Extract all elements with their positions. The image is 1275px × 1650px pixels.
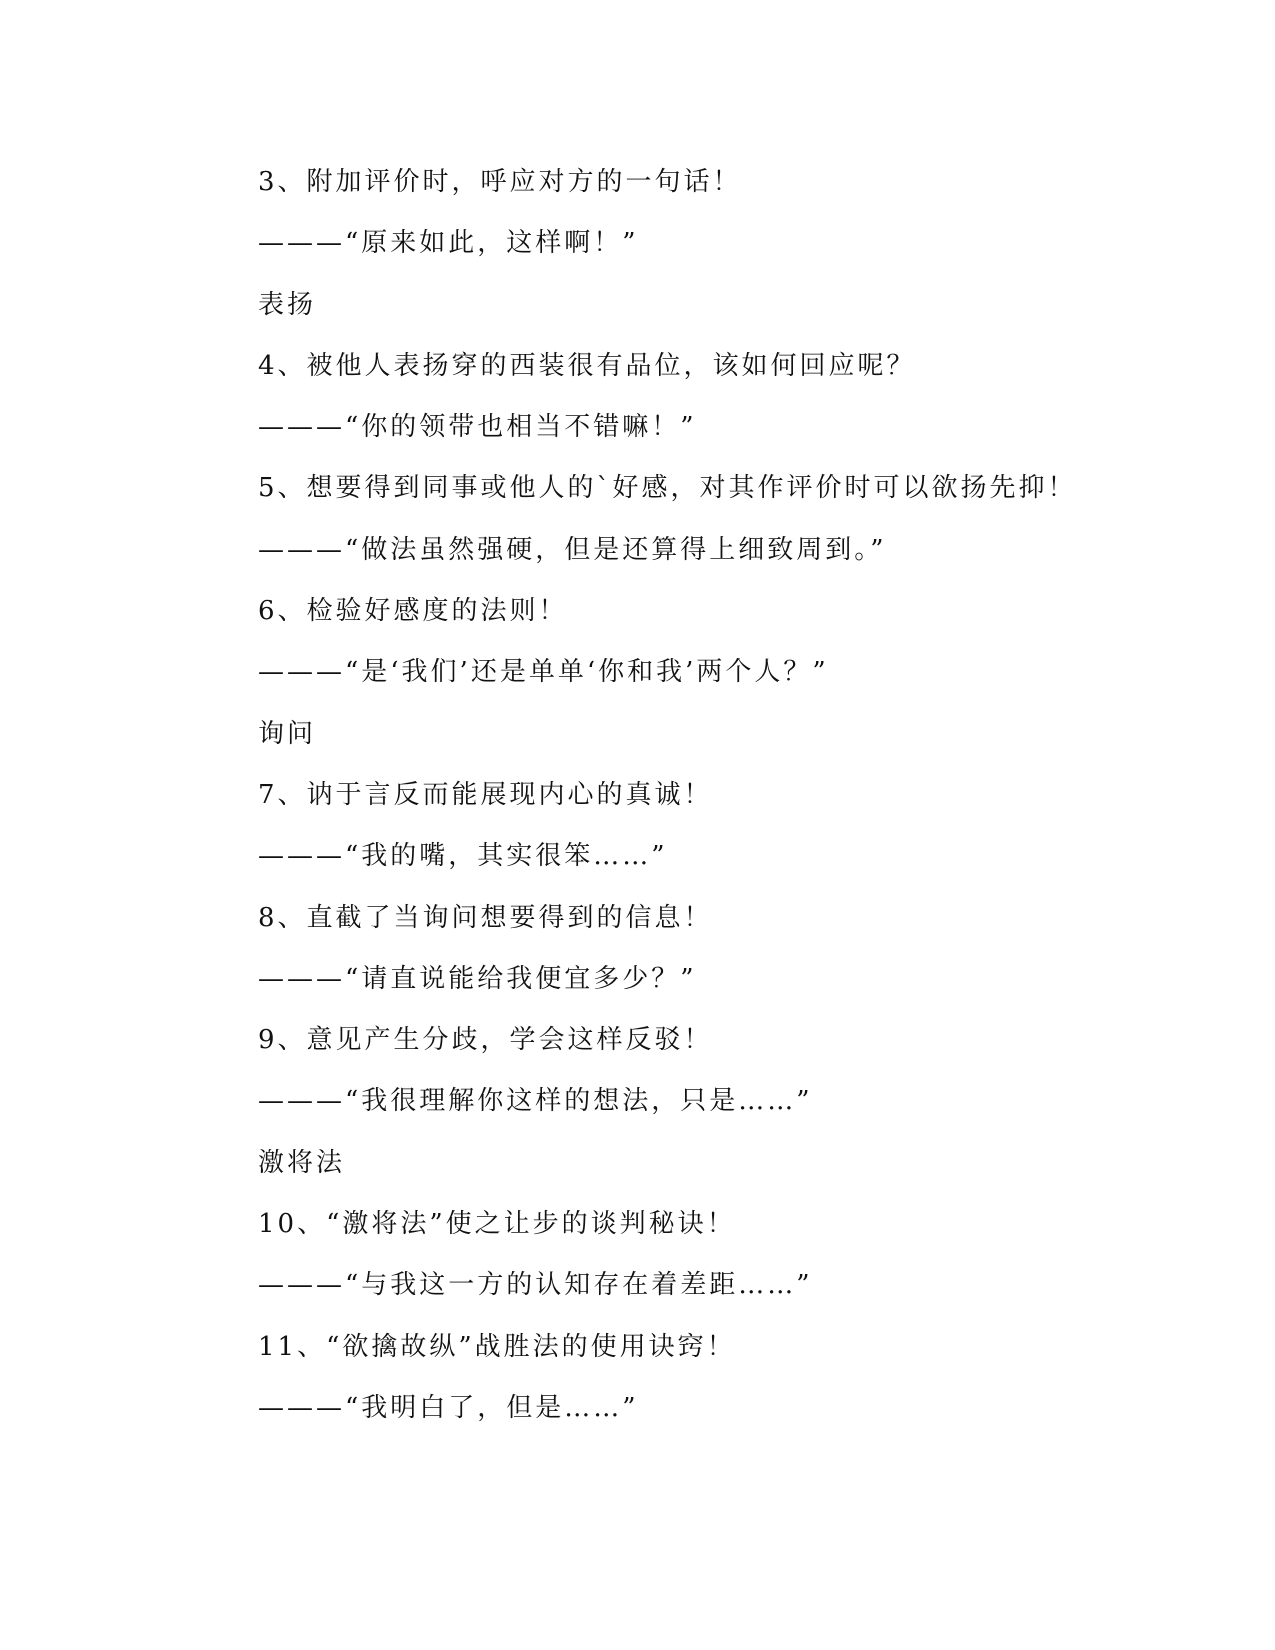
item-quote: ———“你的领带也相当不错嘛！” <box>258 412 697 443</box>
item-heading: 6、检验好感度的法则！ <box>258 596 568 627</box>
document-body <box>258 160 1158 1447</box>
section-heading: 表扬 <box>258 289 317 320</box>
item-heading: 5、想要得到同事或他人的`好感，对其作评价时可以欲扬先抑！ <box>258 473 1077 504</box>
item-heading: 8、直截了当询问想要得到的信息！ <box>258 902 713 933</box>
item-quote: ———“原来如此，这样啊！” <box>258 228 639 259</box>
section-heading: 询问 <box>258 718 317 749</box>
item-heading: 3、附加评价时，呼应对方的一句话！ <box>258 167 742 197</box>
item-heading: 7、讷于言反而能展现内心的真诚！ <box>258 779 713 810</box>
item-quote: ———“与我这一方的认知存在着差距……” <box>258 1270 813 1301</box>
item-heading: 9、意见产生分歧，学会这样反驳！ <box>258 1025 713 1056</box>
item-quote: ———“做法虽然强硬，但是还算得上细致周到。” <box>258 534 887 565</box>
item-quote: ———“我明白了，但是……” <box>258 1392 639 1423</box>
item-quote: ———“是‘我们’还是单单‘你和我’两个人？” <box>258 657 829 688</box>
item-quote: ———“我很理解你这样的想法，只是……” <box>258 1086 813 1117</box>
item-quote: ———“我的嘴，其实很笨……” <box>258 841 668 872</box>
item-heading: 11、“欲擒故纵”战胜法的使用诀窍！ <box>258 1331 736 1362</box>
section-heading: 激将法 <box>258 1147 346 1178</box>
item-quote: ———“请直说能给我便宜多少？” <box>258 963 697 994</box>
item-heading: 10、“激将法”使之让步的谈判秘诀！ <box>258 1209 736 1240</box>
item-heading: 4、被他人表扬穿的西装很有品位，该如何回应呢？ <box>258 350 916 381</box>
